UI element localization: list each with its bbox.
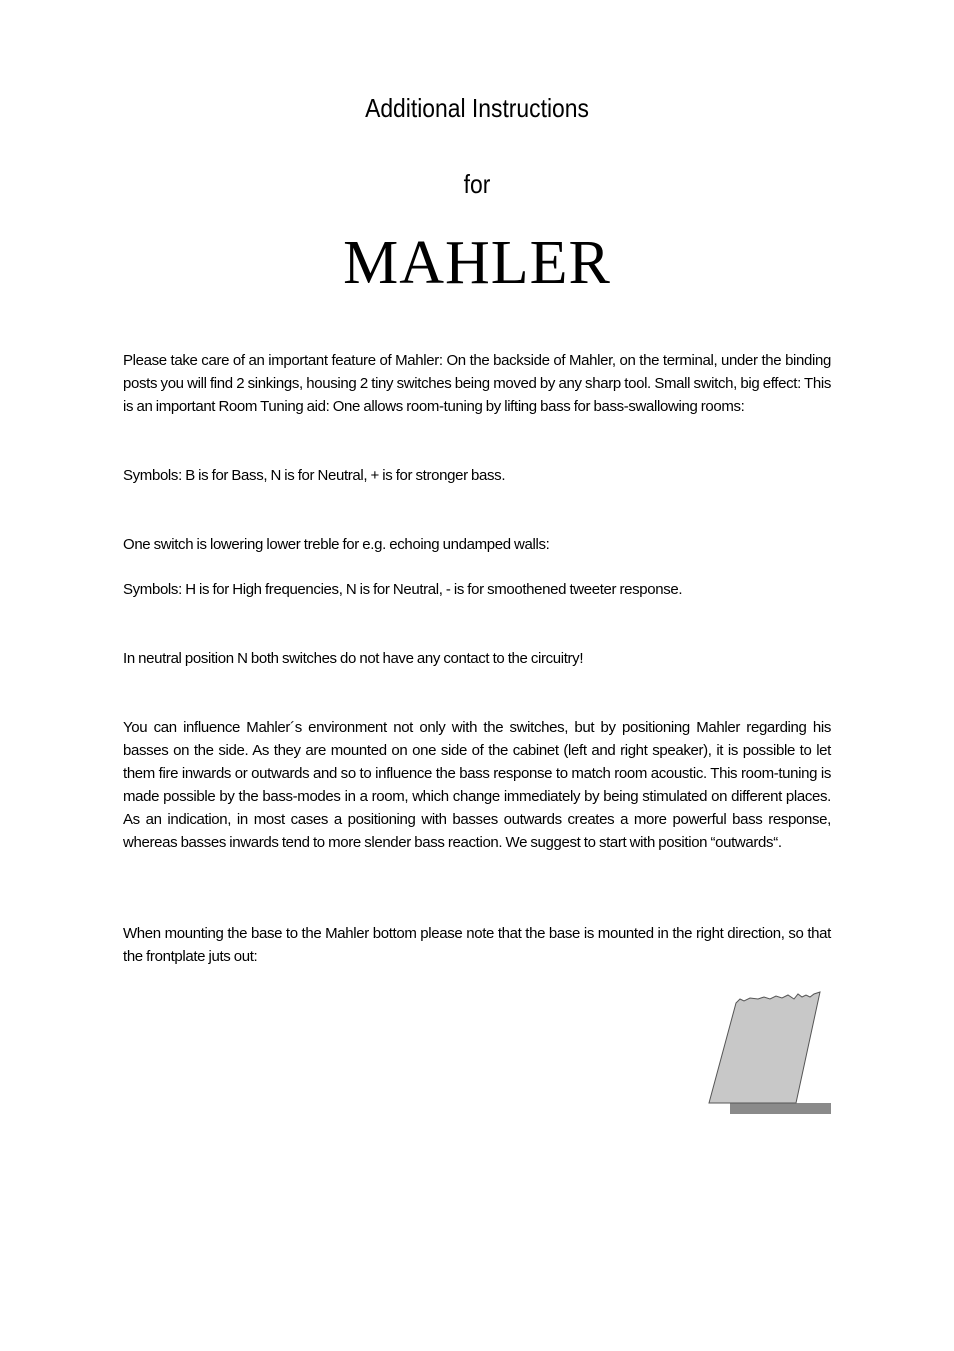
paragraph-bass-symbols: Symbols: B is for Bass, N is for Neutral, + is for stronger bass. — [123, 467, 506, 484]
paragraph-treble-switch: One switch is lowering lower treble for e.g. echoing undamped walls: — [123, 536, 550, 553]
paragraph-base-mounting: When mounting the base to the Mahler bottom please note that the base is mounted in the right direction, so that the frontplate juts out: — [123, 925, 831, 965]
base-mounting-illustration — [700, 985, 840, 1120]
product-title: MAHLER — [343, 229, 611, 297]
paragraph-switch-feature: Please take care of an important feature of Mahler: On the backside of Mahler, on the terminal, under the binding posts you will find 2 sinkings, housing 2 tiny switches being moved by any sharp tool. Small switch, big effect: This is an important Room Tuning aid: One allows room-tuning by lifting bass for bass-swallowing rooms: — [123, 352, 831, 415]
document-subtitle: Additional Instructions — [365, 93, 589, 123]
paragraph-treble-symbols: Symbols: H is for High frequencies, N is for Neutral, - is for smoothened tweeter response. — [123, 581, 683, 598]
paragraph-bass-positioning: You can influence Mahler´s environment not only with the switches, but by positioning Mahler regarding his basses on the side. As they are mounted on one side of the cabinet (left and right speaker), it is possible to let them fire inwards or outwards and so to influence the bass response to match room acoustic. This room-tuning is made possible by the bass-modes in a room, which change immediately by being stimulated on different places. As an indication, in most cases a positioning with basses outwards creates a more powerful bass response, whereas basses inwards tend to more slender bass reaction. We suggest to start with position “outwards“. — [123, 719, 831, 851]
speaker-cabinet-shape — [709, 992, 820, 1103]
speaker-base-shape — [730, 1103, 831, 1114]
for-word: for — [463, 169, 491, 199]
paragraph-neutral-position: In neutral position N both switches do not have any contact to the circuitry! — [123, 650, 584, 667]
